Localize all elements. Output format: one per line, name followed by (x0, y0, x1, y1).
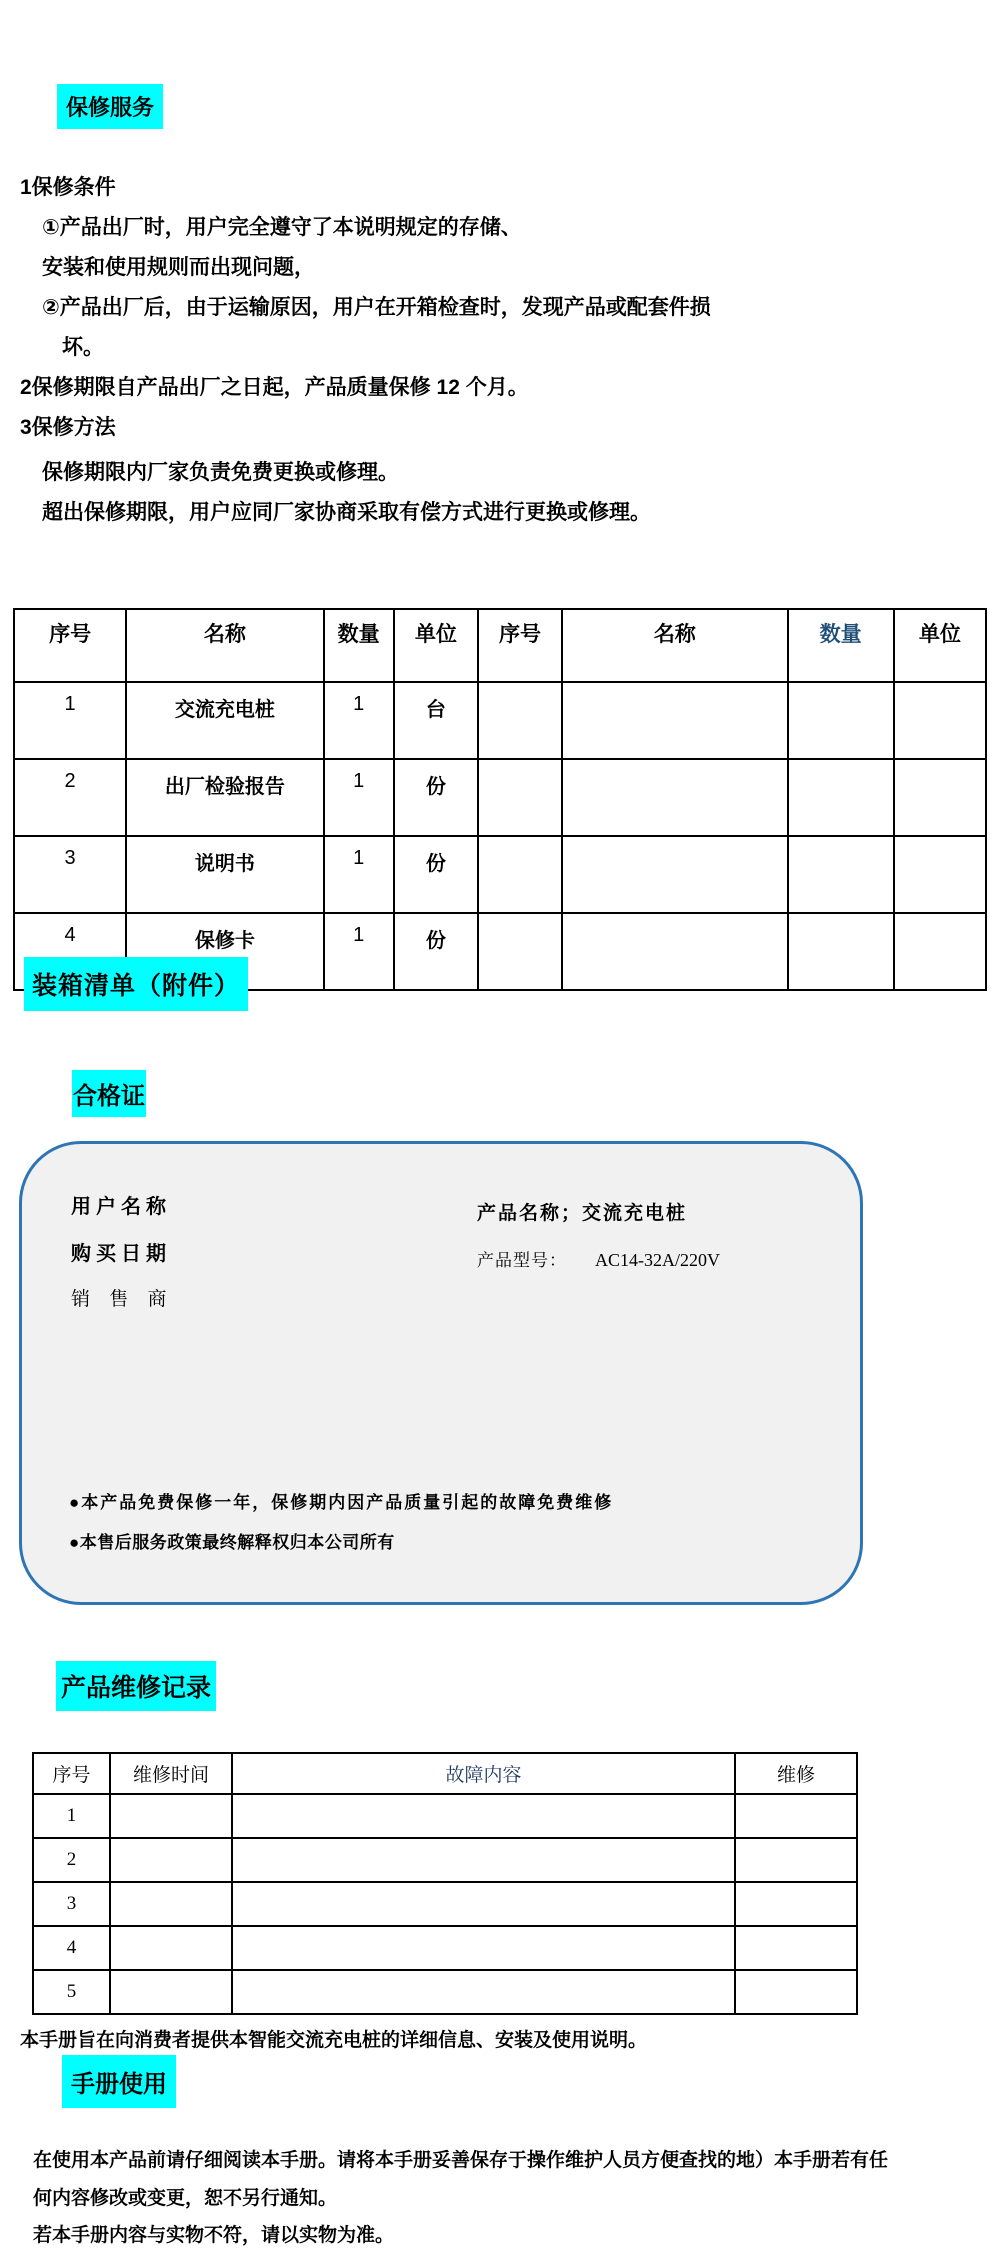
cell-empty (232, 1926, 735, 1970)
col-header-index: 序号 (478, 609, 562, 682)
cell-empty (562, 759, 787, 836)
warranty-line: ①产品出厂时，用户完全遵守了本说明规定的存储、 (42, 216, 522, 239)
cell-name: 出厂检验报告 (126, 759, 323, 836)
warranty-line: 坏。 (62, 336, 104, 359)
col-header-name: 名称 (562, 609, 787, 682)
cell-empty (110, 1926, 232, 1970)
cell-index: 1 (33, 1794, 110, 1838)
certificate-bullet: ●本产品免费保修一年，保修期内因产品质量引起的故障免费维修 (69, 1493, 614, 1512)
repair-table-header-row (33, 1753, 857, 1794)
cell-qty: 1 (324, 913, 394, 990)
cell-index: 1 (14, 682, 126, 759)
warranty-line: 1保修条件 (20, 176, 116, 199)
packing-section-title: 装箱清单（附件） (24, 957, 248, 1011)
table-row (33, 1794, 857, 1838)
cell-empty (562, 913, 787, 990)
table-row (14, 682, 986, 759)
cell-unit: 份 (394, 913, 478, 990)
cell-unit: 份 (394, 759, 478, 836)
product-model-value: AC14-32A/220V (595, 1250, 720, 1270)
table-row (14, 759, 986, 836)
cell-empty (735, 1794, 857, 1838)
cell-index: 2 (33, 1838, 110, 1882)
col-header-name: 名称 (126, 609, 323, 682)
cell-unit: 份 (394, 836, 478, 913)
cell-empty (478, 913, 562, 990)
certificate-bullet: ●本售后服务政策最终解释权归本公司所有 (69, 1533, 395, 1552)
manual-usage-line: 何内容修改或变更，恕不另行通知。 (33, 2188, 338, 2209)
repair-section-title: 产品维修记录 (56, 1661, 216, 1711)
cell-index: 2 (14, 759, 126, 836)
cell-empty (894, 836, 986, 913)
cell-index: 5 (33, 1970, 110, 2014)
table-row (33, 1926, 857, 1970)
col-header-qty: 数量 (788, 609, 894, 682)
manual-intro-text: 本手册旨在向消费者提供本智能交流充电桩的详细信息、安装及使用说明。 (20, 2030, 648, 2051)
warranty-line: 2保修期限自产品出厂之日起，产品质量保修 12 个月。 (20, 376, 529, 399)
cell-empty (562, 682, 787, 759)
cell-empty (232, 1838, 735, 1882)
table-row (14, 836, 986, 913)
certificate-product-model (477, 1246, 720, 1271)
col-header-unit: 单位 (394, 609, 478, 682)
cell-empty (735, 1926, 857, 1970)
warranty-line: 超出保修期限，用户应同厂家协商采取有偿方式进行更换或修理。 (42, 501, 651, 524)
cell-empty (735, 1838, 857, 1882)
cell-empty (478, 836, 562, 913)
cell-qty: 1 (324, 682, 394, 759)
cell-qty: 1 (324, 836, 394, 913)
cell-name: 保修卡 (126, 913, 323, 990)
manual-usage-line: 若本手册内容与实物不符，请以实物为准。 (33, 2225, 395, 2246)
certificate-box (19, 1141, 863, 1605)
cell-empty (562, 836, 787, 913)
packing-table-header-row (14, 609, 986, 682)
col-header-repair-time: 维修时间 (110, 1753, 232, 1794)
col-header-repair: 维修 (735, 1753, 857, 1794)
table-row (33, 1838, 857, 1882)
cell-empty (478, 682, 562, 759)
cell-empty (788, 836, 894, 913)
cell-empty (478, 759, 562, 836)
col-header-index: 序号 (14, 609, 126, 682)
cell-empty (110, 1970, 232, 2014)
cell-index: 4 (14, 913, 126, 990)
cell-unit: 台 (394, 682, 478, 759)
table-row (33, 1970, 857, 2014)
cell-empty (110, 1882, 232, 1926)
packing-table (13, 608, 987, 991)
certificate-date-label: 购买日期 (71, 1243, 171, 1265)
warranty-line: 3保修方法 (20, 416, 116, 439)
cell-empty (894, 913, 986, 990)
col-header-index: 序号 (33, 1753, 110, 1794)
cell-empty (232, 1970, 735, 2014)
cell-index: 3 (33, 1882, 110, 1926)
warranty-line: ②产品出厂后，由于运输原因，用户在开箱检查时，发现产品或配套件损 (42, 296, 711, 319)
cell-empty (110, 1838, 232, 1882)
cell-empty (788, 682, 894, 759)
cell-empty (110, 1794, 232, 1838)
cell-empty (788, 913, 894, 990)
product-model-label: 产品型号： (477, 1251, 567, 1270)
col-header-fault-content: 故障内容 (232, 1753, 735, 1794)
manual-usage-section-title: 手册使用 (62, 2055, 176, 2108)
cell-empty (894, 759, 986, 836)
cell-empty (232, 1882, 735, 1926)
cell-name: 说明书 (126, 836, 323, 913)
cell-index: 3 (14, 836, 126, 913)
certificate-product-name: 产品名称；交流充电桩 (477, 1203, 688, 1224)
certificate-seller-label: 销 售 商 (71, 1289, 174, 1310)
certificate-user-label: 用户名称 (71, 1196, 171, 1218)
cell-empty (735, 1882, 857, 1926)
col-header-unit: 单位 (894, 609, 986, 682)
warranty-text-block (0, 168, 980, 533)
col-header-qty: 数量 (324, 609, 394, 682)
cell-qty: 1 (324, 759, 394, 836)
repair-table (32, 1752, 858, 2015)
cell-name: 交流充电桩 (126, 682, 323, 759)
warranty-line: 保修期限内厂家负责免费更换或修理。 (42, 461, 399, 484)
cell-empty (232, 1794, 735, 1838)
certificate-section-title: 合格证 (72, 1070, 146, 1117)
cell-index: 4 (33, 1926, 110, 1970)
cell-empty (735, 1970, 857, 2014)
cell-empty (894, 682, 986, 759)
warranty-section-title: 保修服务 (57, 84, 163, 129)
manual-usage-line: 在使用本产品前请仔细阅读本手册。请将本手册妥善保存于操作维护人员方便查找的地）本手册若有任 (33, 2150, 889, 2171)
cell-empty (788, 759, 894, 836)
warranty-line: 安装和使用规则而出现问题， (42, 256, 315, 279)
table-row (33, 1882, 857, 1926)
